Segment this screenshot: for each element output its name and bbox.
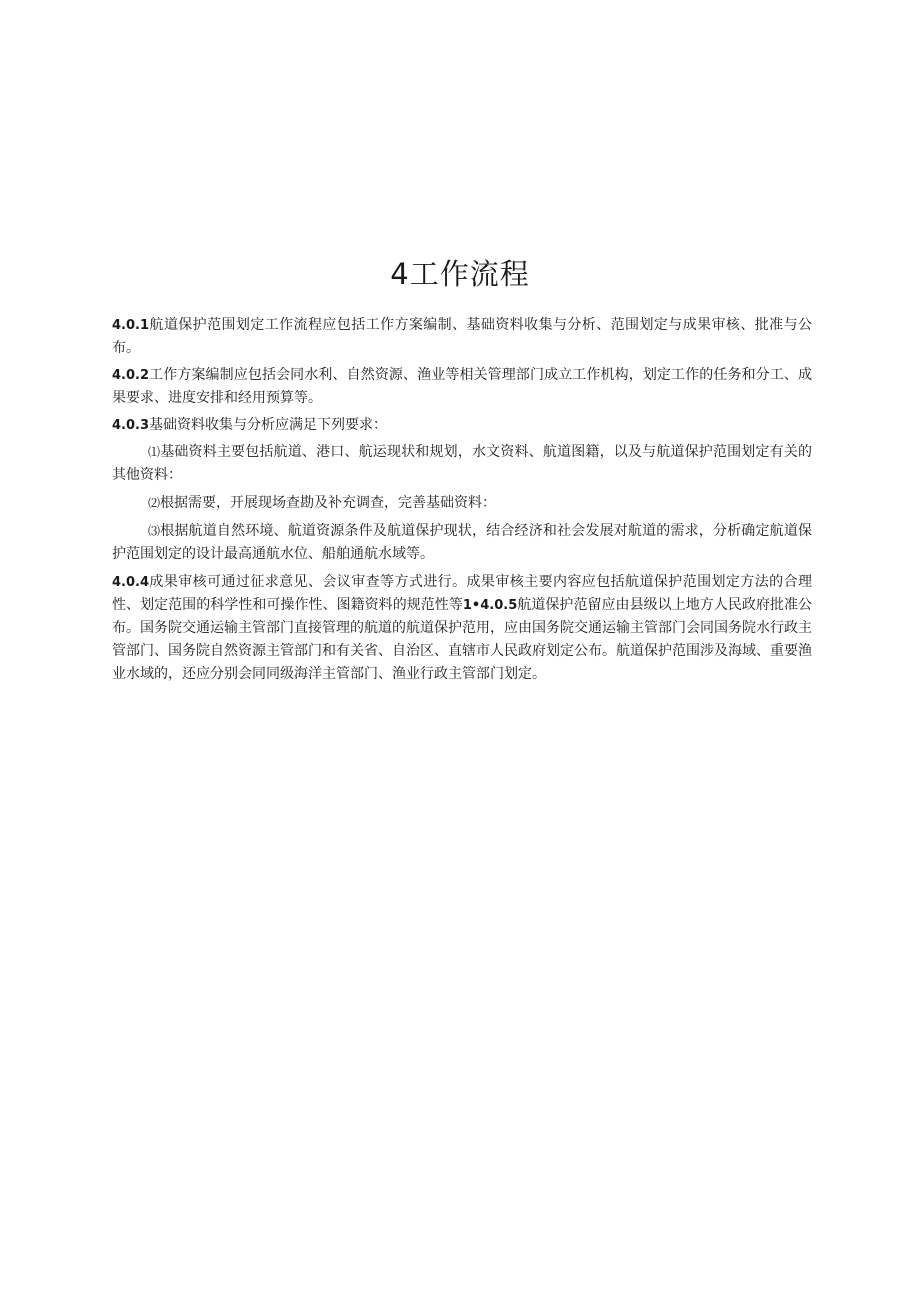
list-item <box>112 520 812 566</box>
section-text: 工作方案编制应包括会同水利、自然资源、渔业等相关管理部门成立工作机构，划定工作的任务和分工、成果要求、进度安排和经用预算等。 <box>112 367 812 406</box>
item-text: 根据航道自然环境、航道资源条件及航道保护现状，结合经济和社会发展对航道的需求，分析确定航道保护范围划定的设计最高通航水位、船舶通航水域等。 <box>112 523 812 562</box>
item-text: 根据需要，开展现场查勘及补充调查，完善基础资料： <box>160 495 497 511</box>
section-number: 4.0.4 <box>112 575 150 590</box>
section-4-0-1 <box>112 314 812 360</box>
item-text: 基础资料主要包括航道、港口、航运现状和规划，水文资料、航道图籍，以及与航道保护范围划定有关的其他资料： <box>112 444 812 483</box>
document-body <box>112 314 812 690</box>
page-title: 4工作流程 <box>390 257 530 291</box>
section-text: 航道保护范围划定工作流程应包括工作方案编制、基础资料收集与分析、范围划定与成果审核、批准与公布。 <box>112 317 812 356</box>
inline-section-number: 1•4.0.5 <box>462 598 518 613</box>
section-text: 基础资料收集与分析应满足下列要求： <box>149 417 388 433</box>
item-marker: ⑶ <box>148 524 161 538</box>
section-number: 4.0.1 <box>112 318 150 333</box>
section-4-0-4 <box>112 571 812 686</box>
section-text: 成果审核可通过征求意见、会议审查等方式进行。成果审核主要内容应包括航道保护范围划定方法的合理性、划定范围的科学性和可操作性、图籍资料的规范性等 <box>112 574 812 613</box>
item-marker: ⑴ <box>148 445 161 459</box>
list-item <box>112 441 812 487</box>
item-marker: ⑵ <box>148 496 161 510</box>
section-text-continued: 航道保护范留应由县级以上地方人民政府批准公布。国务院交通运输主管部门直接管理的航道的航道保护范用，应由国务院交通运输主管部门会同国务院水行政主管部门、国务院自然资源主管部门和有关省、自治区、直辖市人民政府划定公布。航道保护范围涉及海域、重要渔业水域的，还应分别会同同级海洋主管部门、渔业行政主管部门划定。 <box>112 597 813 682</box>
section-4-0-3 <box>112 414 812 437</box>
list-item <box>112 492 812 515</box>
section-number: 4.0.3 <box>112 418 150 433</box>
section-number: 4.0.2 <box>112 368 150 383</box>
section-4-0-2 <box>112 364 812 410</box>
